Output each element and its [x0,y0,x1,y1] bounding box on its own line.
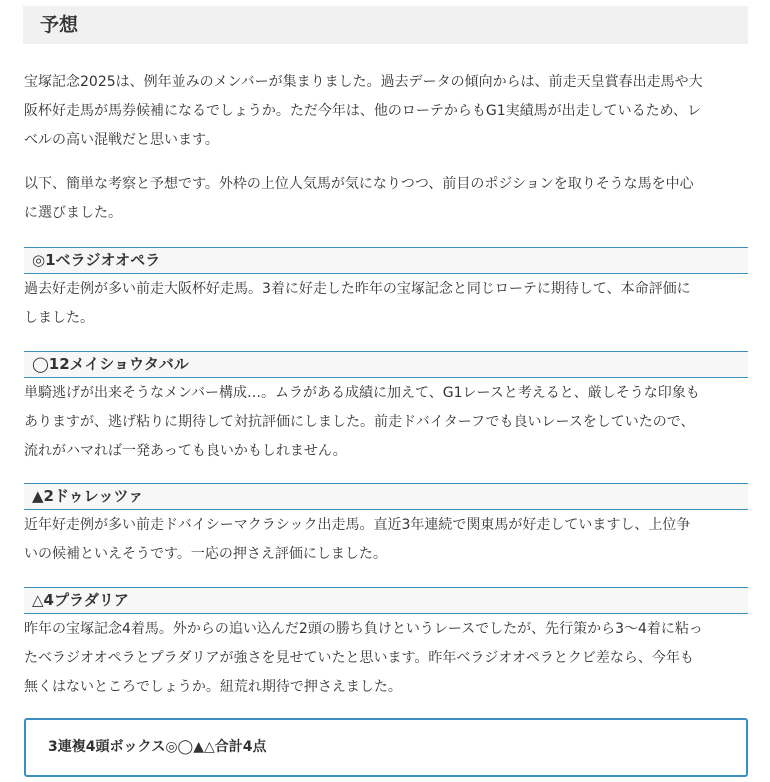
page-title: 予想 [23,6,748,44]
intro-paragraph-2-line: 以下、簡単な考察と予想です。外枠の上位人気馬が気になりつつ、前目のポジションを取りそうな馬を中心 [24,176,694,192]
pick-comment-line: 無くはないところでしょうか。紐荒れ期待で押さえました。 [24,679,402,695]
pick-comment-line: 流れがハマれば一発あっても良いかもしれません。 [24,443,347,459]
intro-paragraph-1 [24,68,750,155]
pick-heading-honmei: ◎1ベラジオオペラ [24,247,748,274]
pick-comment-tanana [24,511,750,569]
betting-summary-box: 3連複4頭ボックス◎◯▲△合計4点 [24,718,748,777]
pick-comment-line: ありますが、逃げ粘りに期待して対抗評価にしました。前走ドバイターフでも良いレースをしていたので、 [24,414,695,430]
intro-paragraph-2 [24,170,750,228]
pick-heading-taikou: ◯12メイショウタバル [24,351,748,378]
pick-comment-line: 単騎逃げが出来そうなメンバー構成…。ムラがある成績に加えて、G1レースと考えると、厳しそうな印象も [24,385,700,401]
pick-comment-honmei [24,275,750,333]
intro-paragraph-2-line: に選びました。 [24,205,122,221]
pick-comment-line: たベラジオオペラとプラダリアが強さを見せていたと思います。昨年ベラジオオペラとクビ差なら、今年も [24,650,694,666]
pick-comment-line: 昨年の宝塚記念4着馬。外からの追い込んだ2頭の勝ち負けというレースでしたが、先行策から3〜4着に粘っ [24,621,703,637]
intro-paragraph-1-line: 宝塚記念2025は、例年並みのメンバーが集まりました。過去データの傾向からは、前走天皇賞春出走馬や大 [24,74,703,90]
pick-comment-taikou [24,379,750,466]
pick-comment-line: いの候補といえそうです。一応の押さえ評価にしました。 [24,546,387,562]
pick-heading-renka: △4プラダリア [24,587,748,614]
intro-paragraph-1-line: ベルの高い混戦だと思います。 [24,132,219,148]
pick-comment-line: 近年好走例が多い前走ドバイシーマクラシック出走馬。直近3年連続で関東馬が好走していますし、上位争 [24,517,691,533]
intro-paragraph-1-line: 阪杯好走馬が馬券候補になるでしょうか。ただ今年は、他のローテからもG1実績馬が出走しているため、レ [24,103,702,119]
pick-comment-line: しました。 [24,310,94,326]
pick-comment-renka [24,615,750,702]
pick-heading-tanana: ▲2ドゥレッツァ [24,483,748,510]
pick-comment-line: 過去好走例が多い前走大阪杯好走馬。3着に好走した昨年の宝塚記念と同じローテに期待して、本命評価に [24,281,691,297]
